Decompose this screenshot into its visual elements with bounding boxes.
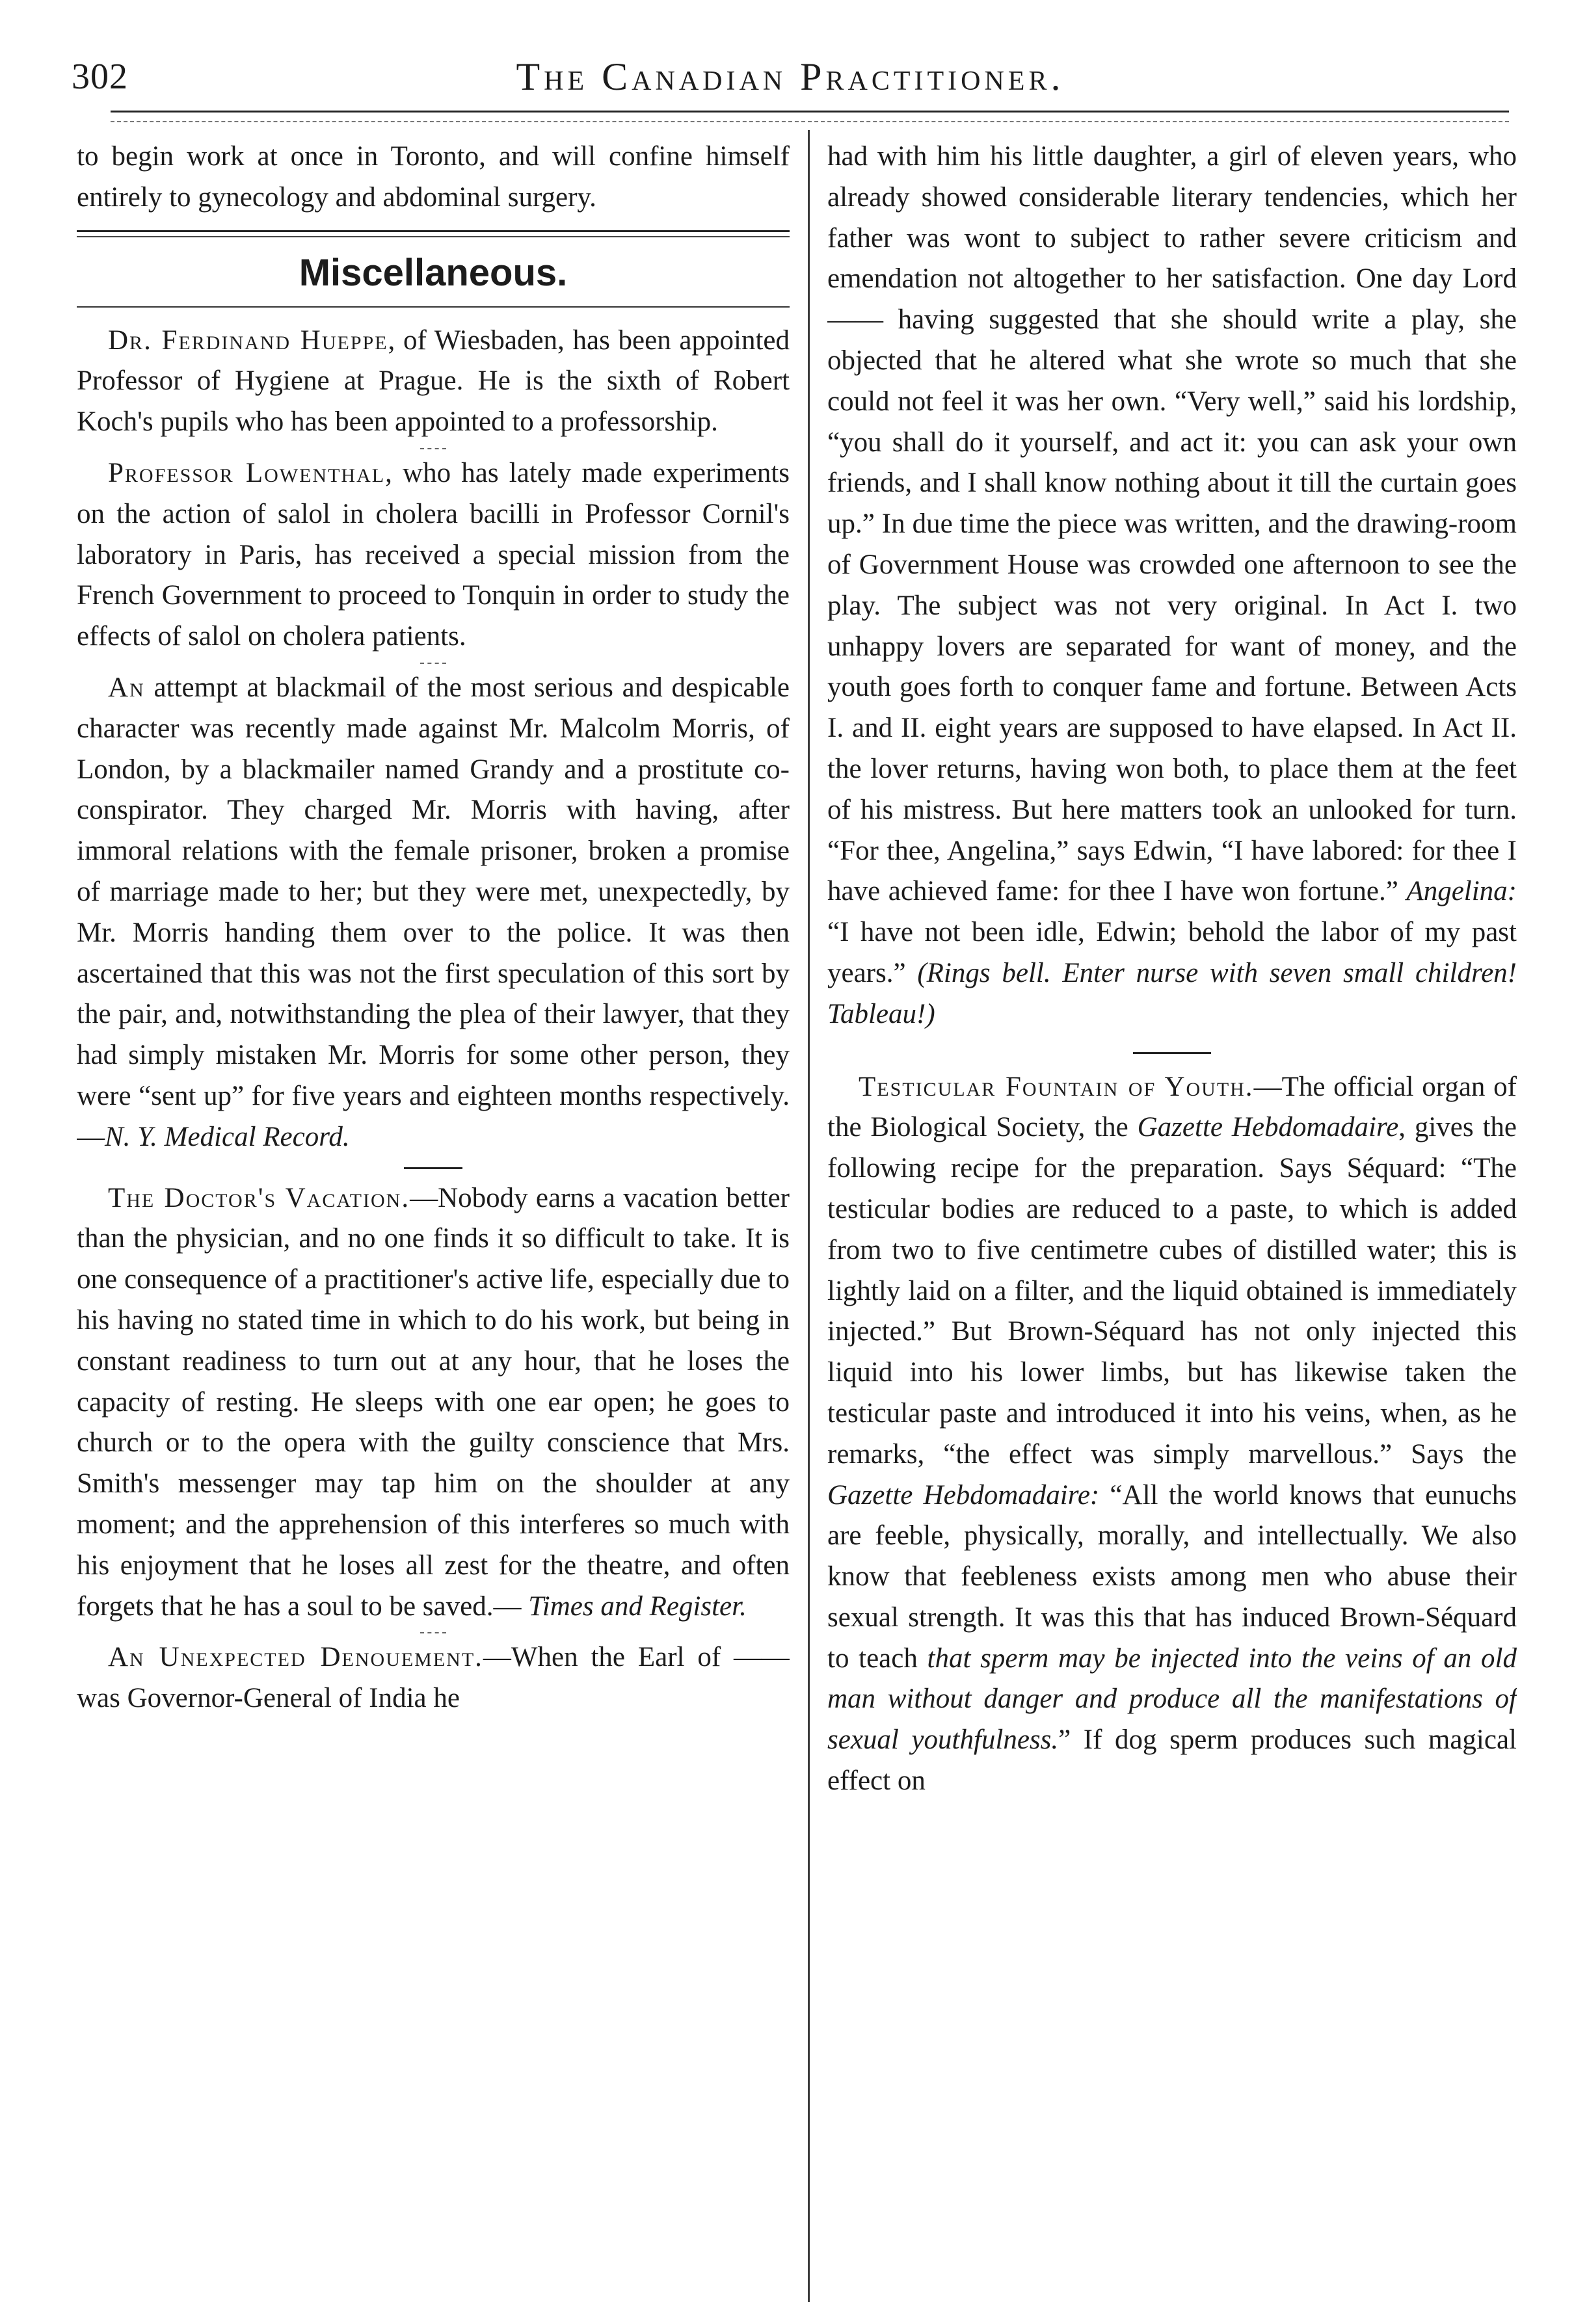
- item-source: Times and Register.: [528, 1591, 747, 1622]
- item-text: —The official organ of the Biological Society, the: [827, 1071, 1517, 1143]
- item-source: N. Y. Medical Record.: [105, 1121, 350, 1152]
- item-lead: Professor Lowenthal: [108, 457, 386, 488]
- item-text: —Nobody earns a vacation better than the physician, and no one finds it so difficult to take. It is one consequence of a practitioner's active life, especially due to his having no stated time in which to do his work, but being in constant readiness to turn out at any hour, that he loses the capacity of resting. He sleeps with one ear open; he goes to church or to the opera with the guilty conscience that Mrs. Smith's messenger may tap him on the shoulder at any moment; and the apprehension of this interferes so much with his enjoyment that he loses all zest for the theatre, and often forgets that he has a soul to be saved.—: [77, 1182, 790, 1622]
- column-divider: [808, 130, 810, 2302]
- denouement-text: had with him his little daughter, a girl of eleven years, who already showed considerable literary tendencies, which her father was wont to subject to rather severe criticism and emendation not altogether to her satisfaction. One day Lord —— having suggested that she should write a play, she objected that he altered what she wrote so much that she could not feel it was her own. “Very well,” said his lordship, “you shall do it yourself, and act it: you can ask your own friends, and I shall know nothing about it till the curtain goes up.” In due time the piece was written, and the drawing-room of Government House was crowded one afternoon to see the play. The subject was not very original. In Act I. two unhappy lovers are separated for want of money, and the youth goes forth to conquer fame and fortune. Between Acts I. and II. eight years are supposed to have elapsed. In Act II. the lover returns, having won both, to place them at the feet of his mistress. But here matters took an unlooked for turn. “For thee, Angelina,” says Edwin, “I have labored: for thee I have achieved fame: for thee I have won fortune.”: [827, 141, 1517, 907]
- item-lead: Dr. Ferdinand Hueppe: [108, 324, 388, 356]
- item-denouement: [77, 1637, 790, 1719]
- item-testicular: [827, 1067, 1517, 1802]
- item-separator: [420, 1632, 446, 1633]
- item-hueppe: [77, 321, 790, 443]
- item-text: attempt at blackmail of the most serious and despicable character was recently made against Mr. Malcolm Morris, of London, by a blackmailer named Grandy and a prostitute co-conspirator. They charged Mr. Morris with having, after immoral relations with the female prisoner, broken a promise of marriage made to her; but they were met, unexpectedly, by Mr. Morris handing them over to the police. It was then ascertained that this was not the first speculation of this sort by the pair, and, notwithstanding the plea of their lawyer, that they had simply mistaken Mr. Morris for some other person, they were “sent up” for five years and eighteen months respectively.—: [77, 672, 790, 1152]
- emphasis-text: that sperm may be injected into the veins of an old man without danger and produce all the manifestations of sexual youthfulness.: [827, 1643, 1517, 1756]
- item-text-4: ” If dog sperm produces such magical effect on: [827, 1724, 1517, 1797]
- item-lowenthal: [77, 453, 790, 657]
- page-number: 302: [72, 57, 128, 97]
- denouement-continued: [827, 137, 1517, 1035]
- journal-title-2: Gazette Hebdomadaire:: [827, 1479, 1100, 1511]
- item-separator: [420, 663, 446, 664]
- item-text: , who has lately made experiments on the action of salol in cholera bacilli in Professor Cornil's laboratory in Paris, has received a special mission from the French Government to proceed to Tonquin in order to study the effects of salol on cholera patients.: [77, 457, 790, 652]
- item-text-3: “All the world knows that eunuchs are feeble, physically, morally, and intellectually. We also know that feebleness exists among men who abuse their sexual strength. It was this that has induced Brown-Séquard to teach: [827, 1479, 1517, 1674]
- header-rule-dashed: [111, 121, 1509, 122]
- section-rule-top: [77, 230, 790, 232]
- running-title: The Canadian Practitioner.: [516, 55, 1065, 98]
- right-column: [827, 137, 1517, 2302]
- item-lead: Testicular Fountain of Youth.: [859, 1071, 1254, 1102]
- item-lead: The Doctor's Vacation.: [108, 1182, 410, 1213]
- item-separator: [404, 1167, 462, 1169]
- section-heading: Miscellaneous.: [299, 251, 568, 294]
- item-text: , of Wiesbaden, has been appointed Professor of Hygiene at Prague. He is the sixth of Robert Koch's pupils who has been appointed to a professorship.: [77, 324, 790, 438]
- item-separator: [420, 448, 446, 449]
- item-lead: An Unexpected Denouement.: [108, 1642, 483, 1673]
- item-separator: [1133, 1052, 1211, 1054]
- denouement-text-2: “I have not been idle, Edwin; behold the labor of my past years.”: [827, 917, 1517, 988]
- item-vacation: [77, 1178, 790, 1628]
- item-blackmail: [77, 668, 790, 1158]
- page-header: [72, 51, 1509, 103]
- left-column: [77, 137, 790, 2302]
- heading-rule: [77, 306, 790, 308]
- journal-title: Gazette Hebdomadaire: [1137, 1112, 1399, 1143]
- section-rule-bottom: [77, 236, 790, 237]
- denouement-stage-direction: (Rings bell. Enter nurse with seven small children! Tableau!): [827, 957, 1517, 1029]
- header-rule: [111, 111, 1509, 112]
- continued-paragraph: to begin work at once in Toronto, and will confine himself entirely to gynecology and abdominal surgery.: [77, 141, 790, 213]
- item-text: —When the Earl of —— was Governor-General of India he: [77, 1642, 790, 1714]
- item-text-2: , gives the following recipe for the preparation. Says Séquard: “The testicular bodies are reduced to a paste, to which is added from two to five centimetre cubes of distilled water; this is lightly laid on a filter, and the liquid obtained is immediately injected.” But Brown-Séquard has not only injected this liquid into his lower limbs, but has likewise taken the testicular paste and introduced it into his veins, when, as he remarks, “the effect was simply marvellous.” Says the: [827, 1112, 1517, 1470]
- denouement-speaker: Angelina:: [1406, 876, 1517, 907]
- item-lead: An: [108, 672, 145, 703]
